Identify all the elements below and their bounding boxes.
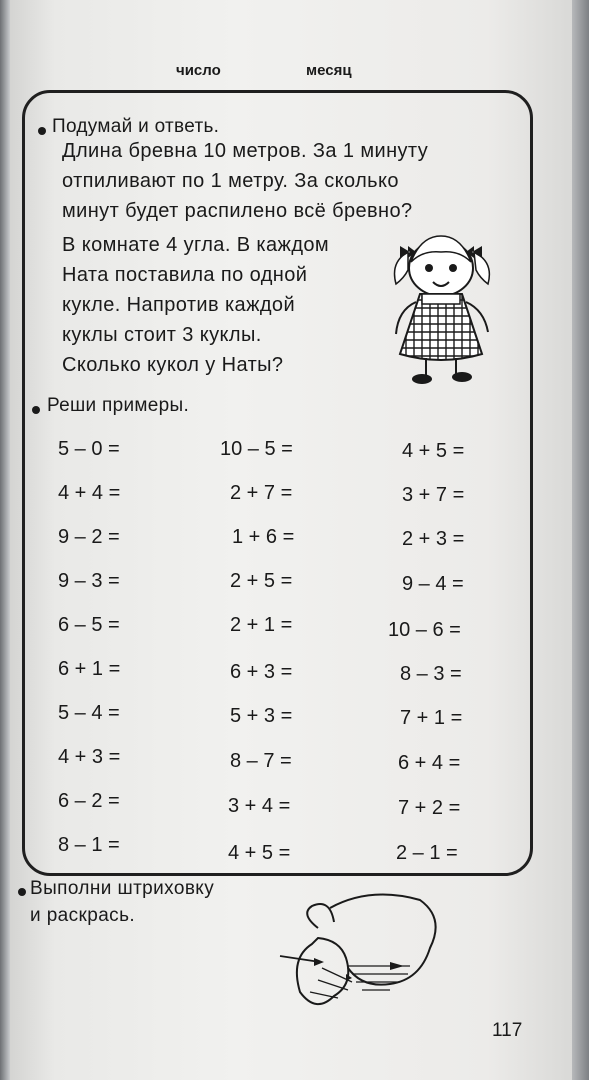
left-page-edge bbox=[0, 0, 10, 1080]
example: 9 – 4 = bbox=[402, 573, 464, 595]
example: 9 – 2 = bbox=[58, 526, 120, 548]
right-page-edge bbox=[572, 0, 589, 1080]
example: 2 + 5 = bbox=[230, 570, 293, 592]
example: 8 – 1 = bbox=[58, 834, 120, 856]
example: 4 + 4 = bbox=[58, 482, 121, 504]
example: 9 – 3 = bbox=[58, 570, 120, 592]
example: 2 + 3 = bbox=[402, 528, 465, 550]
task3-line: Выполни штриховку bbox=[30, 878, 215, 899]
example: 5 – 4 = bbox=[58, 702, 120, 724]
bullet-icon bbox=[38, 127, 46, 135]
example: 4 + 5 = bbox=[228, 842, 291, 864]
task2-title: Реши примеры. bbox=[47, 395, 190, 416]
example: 7 + 1 = bbox=[400, 707, 463, 729]
example: 6 – 2 = bbox=[58, 790, 120, 812]
task3-line: и раскрась. bbox=[30, 905, 136, 926]
problem-dolls bbox=[62, 230, 329, 380]
problem-line: минут будет распилено всё бревно? bbox=[62, 200, 413, 222]
example: 2 + 1 = bbox=[230, 614, 293, 636]
example: 4 + 3 = bbox=[58, 746, 121, 768]
hatching-drawing bbox=[270, 888, 450, 1018]
problem-line: Длина бревна 10 метров. За 1 минуту bbox=[62, 140, 429, 162]
example: 2 – 1 = bbox=[396, 842, 458, 864]
example: 8 – 7 = bbox=[230, 750, 292, 772]
example: 4 + 5 = bbox=[402, 440, 465, 462]
example: 10 – 6 = bbox=[388, 619, 461, 641]
problem-line: Сколько кукол у Наты? bbox=[62, 354, 284, 376]
problem-line: куклы стоит 3 куклы. bbox=[62, 324, 262, 346]
example: 10 – 5 = bbox=[220, 438, 293, 460]
day-label: число bbox=[176, 62, 221, 79]
example: 6 + 1 = bbox=[58, 658, 121, 680]
problem-line: кукле. Напротив каждой bbox=[62, 294, 296, 316]
problem-logs bbox=[62, 136, 428, 226]
example: 2 + 7 = bbox=[230, 482, 293, 504]
example: 6 + 3 = bbox=[230, 661, 293, 683]
example: 6 + 4 = bbox=[398, 752, 461, 774]
example: 1 + 6 = bbox=[232, 526, 295, 548]
example: 6 – 5 = bbox=[58, 614, 120, 636]
problem-line: отпиливают по 1 метру. За сколько bbox=[62, 170, 399, 192]
example: 3 + 4 = bbox=[228, 795, 291, 817]
example: 5 – 0 = bbox=[58, 438, 120, 460]
month-label: месяц bbox=[306, 62, 352, 79]
example: 8 – 3 = bbox=[400, 663, 462, 685]
problem-line: Ната поставила по одной bbox=[62, 264, 308, 286]
doll-illustration bbox=[378, 232, 513, 392]
example: 3 + 7 = bbox=[402, 484, 465, 506]
task3-text bbox=[30, 875, 214, 929]
task1-title: Подумай и ответь. bbox=[52, 116, 220, 137]
page-number: 117 bbox=[492, 1020, 523, 1041]
example: 7 + 2 = bbox=[398, 797, 461, 819]
problem-line: В комнате 4 угла. В каждом bbox=[62, 234, 330, 256]
bullet-icon bbox=[32, 406, 40, 414]
bullet-icon bbox=[18, 888, 26, 896]
example: 5 + 3 = bbox=[230, 705, 293, 727]
